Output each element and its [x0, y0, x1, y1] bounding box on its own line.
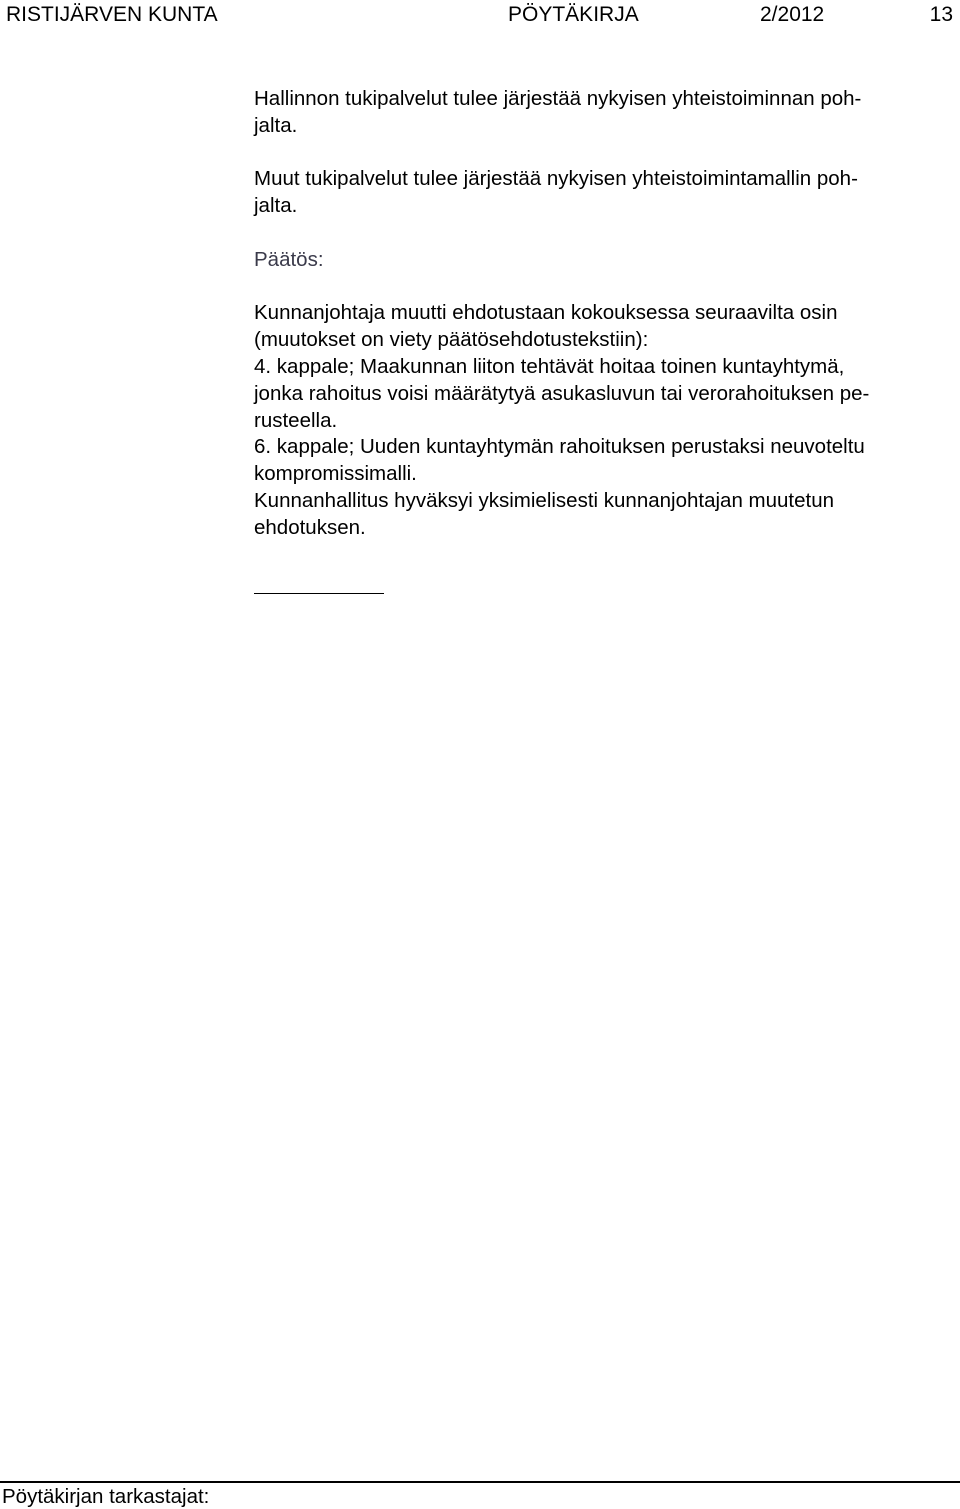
page-number: 13	[929, 3, 953, 26]
decision-label: Päätös:	[254, 247, 324, 271]
page-header	[0, 0, 960, 30]
footer-reviewers-label: Pöytäkirjan tarkastajat:	[2, 1485, 210, 1508]
change-item-6: 6. kappale; Uuden kuntayhtymän rahoituksen perustaksi neuvoteltu kompromissimalli.	[254, 435, 865, 486]
document-body	[254, 86, 954, 542]
document-number: 2/2012	[760, 3, 825, 26]
paragraph-admin-support: Hallinnon tukipalvelut tulee järjestää nykyisen yhteistoiminnan poh- jalta.	[254, 87, 862, 137]
footer-divider	[0, 1481, 960, 1483]
decision-text: Kunnanhallitus hyväksyi yksimielisesti kunnanjohtajan muutetun ehdotuksen.	[254, 488, 835, 539]
document-type: PÖYTÄKIRJA	[508, 3, 639, 26]
section-end-rule	[254, 593, 384, 594]
organization-name: RISTIJÄRVEN KUNTA	[6, 3, 218, 26]
paragraph-other-support: Muut tukipalvelut tulee järjestää nykyisen yhteistoimintamallin poh- jalta.	[254, 167, 858, 218]
decision-intro: Kunnanjohtaja muutti ehdotustaan kokouksessa seuraavilta osin (muutokset on viety päätösehdotustekstiin):	[254, 301, 838, 352]
change-item-4: 4. kappale; Maakunnan liiton tehtävät hoitaa toinen kuntayhtymä, jonka rahoitus voisi määrätytyä asukasluvun tai verorahoituksen pe- rusteella.	[254, 354, 870, 432]
